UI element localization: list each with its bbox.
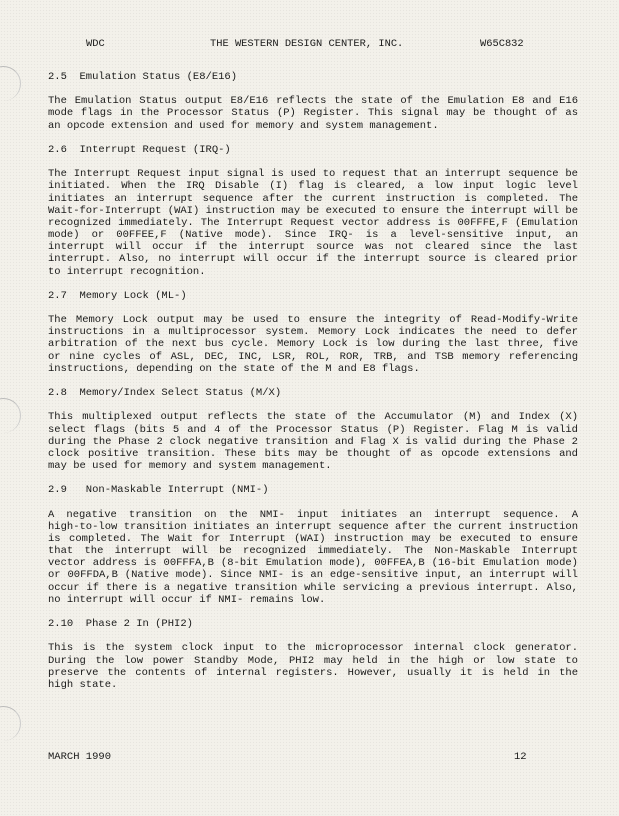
text-line: during the Phase 2 clock negative transition and Flag X is valid during the Phase 2 (48, 435, 578, 448)
section-heading: 2.5 Emulation Status (E8/E16) (48, 71, 238, 83)
text-line: clock positive transition. These bits may be thought of as opcode extensions and (48, 447, 578, 460)
section-paragraph (48, 168, 578, 277)
text-line: This is the system clock input to the microprocessor internal clock generator. (48, 642, 578, 655)
text-line: or nine cycles of ASL, DEC, INC, LSR, ROL, ROR, TRB, and TSB memory referencing (48, 350, 578, 363)
section-paragraph (48, 95, 578, 131)
section-heading: 2.9 Non-Maskable Interrupt (NMI-) (48, 484, 269, 497)
footer-date: MARCH 1990 (48, 751, 112, 763)
text-line: recognized immediately. The Interrupt Request vector address is 00FFFE,F (Emulation (48, 216, 578, 229)
text-line: select flags (bits 5 and 4 of the Processor Status (P) Register. Flag M is valid (48, 423, 578, 436)
text-line: interrupt. Also, no interrupt will occur if the interrupt source is cleared prior (48, 253, 578, 266)
text-line: that the interrupt will be recognized immediately. The Non-Maskable Interrupt (48, 545, 578, 558)
text-line: mode) or 00FFEE,F (Native mode). Since IRQ- is a level-sensitive input, an (48, 229, 578, 242)
text-line: interrupt will occur if the interrupt source was not cleared since the last (48, 241, 578, 254)
text-line: The Emulation Status output E8/E16 reflects the state of the Emulation E8 and E16 (48, 95, 578, 108)
punch-hole-mark (0, 706, 21, 741)
text-line: arbitration of the next bus cycle. Memory Lock is low during the last three, five (48, 338, 578, 351)
text-line: initiates an interrupt sequence after the current instruction is completed. The (48, 192, 578, 205)
text-line: instructions, depending on the state of the M and E8 flags. (48, 362, 420, 375)
punch-hole-mark (0, 398, 21, 433)
text-line: high state. (48, 678, 118, 691)
section-heading: 2.10 Phase 2 In (PHI2) (48, 618, 193, 631)
text-line: instructions in a multiprocessor system. Memory Lock indicates the need to defer (48, 326, 578, 339)
punch-hole-mark (0, 66, 21, 101)
text-line: The Interrupt Request input signal is used to request that an interrupt sequence be (48, 168, 578, 181)
text-line: may be used for memory and system management. (48, 460, 332, 472)
text-line: This multiplexed output reflects the state of the Accumulator (M) and Index (X) (48, 411, 578, 424)
text-line: preserve the contents of internal registers. However, usually it is held in the (48, 666, 578, 679)
header-title: THE WESTERN DESIGN CENTER, INC. (210, 38, 404, 50)
text-line: high-to-low transition initiates an interrupt sequence after the current instruction (48, 520, 578, 533)
text-line: no interrupt will occur if NMI- remains low. (48, 593, 326, 606)
section-paragraph (48, 411, 578, 472)
text-line: vector address is 00FFFA,B (8-bit Emulation mode), 00FFEA,B (16-bit Emulation mode) (48, 557, 578, 570)
text-line: occur if there is a negative transition while servicing a previous interrupt. Also, (48, 581, 578, 594)
header-part-number: W65C832 (480, 38, 524, 50)
section-heading: 2.6 Interrupt Request (IRQ-) (48, 143, 231, 156)
section-paragraph (48, 642, 578, 691)
text-line: mode flags in the Processor Status (P) Register. This signal may be thought of as (48, 107, 578, 120)
text-line: Wait-for-Interrupt (WAI) instruction may be executed to ensure the interrupt will be (48, 204, 578, 217)
page-number: 12 (514, 751, 527, 763)
text-line: initiated. When the IRQ Disable (I) flag is cleared, a low input logic level (48, 180, 578, 193)
text-line: The Memory Lock output may be used to ensure the integrity of Read-Modify-Write (48, 314, 578, 327)
document-body (48, 71, 578, 703)
section-heading: 2.7 Memory Lock (ML-) (48, 289, 187, 302)
text-line: to interrupt recognition. (48, 265, 206, 278)
header-left: WDC (86, 38, 105, 50)
text-line: During the low power Standby Mode, PHI2 may held in the high or low state to (48, 654, 578, 667)
text-line: A negative transition on the NMI- input initiates an interrupt sequence. A (48, 508, 578, 521)
section-paragraph (48, 509, 578, 606)
section-paragraph (48, 314, 578, 375)
text-line: an opcode extension and used for memory and system management. (48, 119, 439, 132)
text-line: is completed. The Wait for Interrupt (WAI) instruction may be executed to ensure (48, 532, 578, 545)
text-line: or 00FFDA,B (Native mode). Since NMI- is an edge-sensitive input, an interrupt will (48, 569, 578, 582)
section-heading: 2.8 Memory/Index Select Status (M/X) (48, 387, 282, 400)
